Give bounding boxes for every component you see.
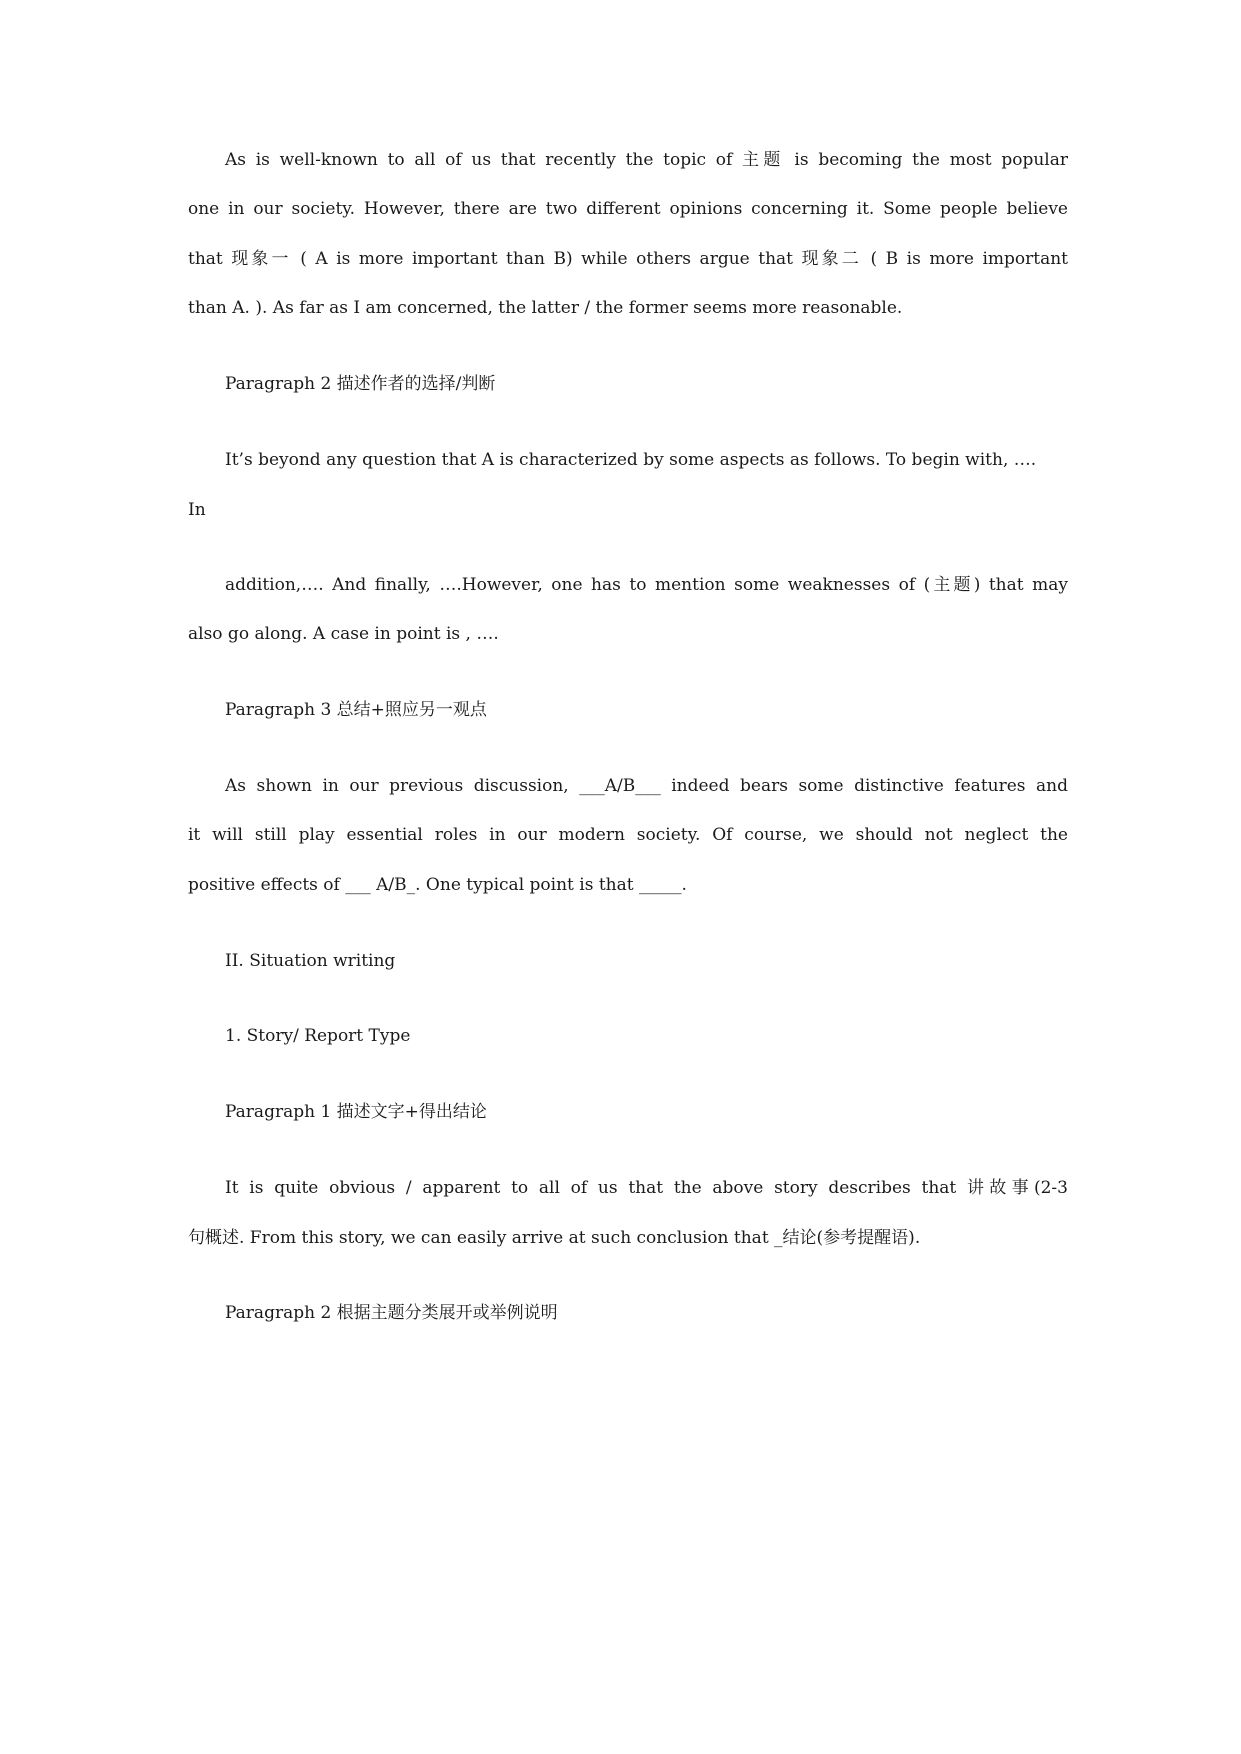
section-heading-situation-writing: II. Situation writing [225,951,396,971]
story-line-1: It is quite obvious / apparent to all of us that the above story describes that 讲故事(2-3 [225,1178,1068,1198]
conclusion-line-1: As shown in our previous discussion, ___A/B___ indeed bears some distinctive features and [225,776,1068,796]
intro-line-1: As is well-known to all of us that recently the topic of 主题 is becoming the most popular [225,150,1068,170]
paragraph-1-heading: Paragraph 1 描述文字+得出结论 [225,1102,487,1122]
conclusion-line-2: it will still play essential roles in our modern society. Of course, we should not neglect the [188,825,1068,845]
subsection-heading-story-report: 1. Story/ Report Type [225,1026,411,1046]
body-line-2: In [188,500,206,520]
story-line-2: 句概述. From this story, we can easily arrive at such conclusion that _结论(参考提醒语). [188,1228,921,1248]
conclusion-line-3: positive effects of ___ A/B_. One typical point is that _____. [188,875,687,895]
body-line-3: addition,…. And finally, ….However, one has to mention some weaknesses of (主题) that may [225,575,1068,595]
body-line-4: also go along. A case in point is , …. [188,624,499,644]
paragraph-2-heading: Paragraph 2 描述作者的选择/判断 [225,374,496,394]
intro-line-4: than A. ). As far as I am concerned, the latter / the former seems more reasonable. [188,298,903,318]
intro-line-2: one in our society. However, there are two different opinions concerning it. Some people believe [188,199,1068,219]
paragraph-2-heading-classify: Paragraph 2 根据主题分类展开或举例说明 [225,1303,558,1323]
paragraph-3-heading: Paragraph 3 总结+照应另一观点 [225,700,487,720]
body-line-1: It’s beyond any question that A is characterized by some aspects as follows. To begin with, …. [225,450,1037,470]
intro-line-3: that 现象一 ( A is more important than B) while others argue that 现象二 ( B is more important [188,249,1068,269]
